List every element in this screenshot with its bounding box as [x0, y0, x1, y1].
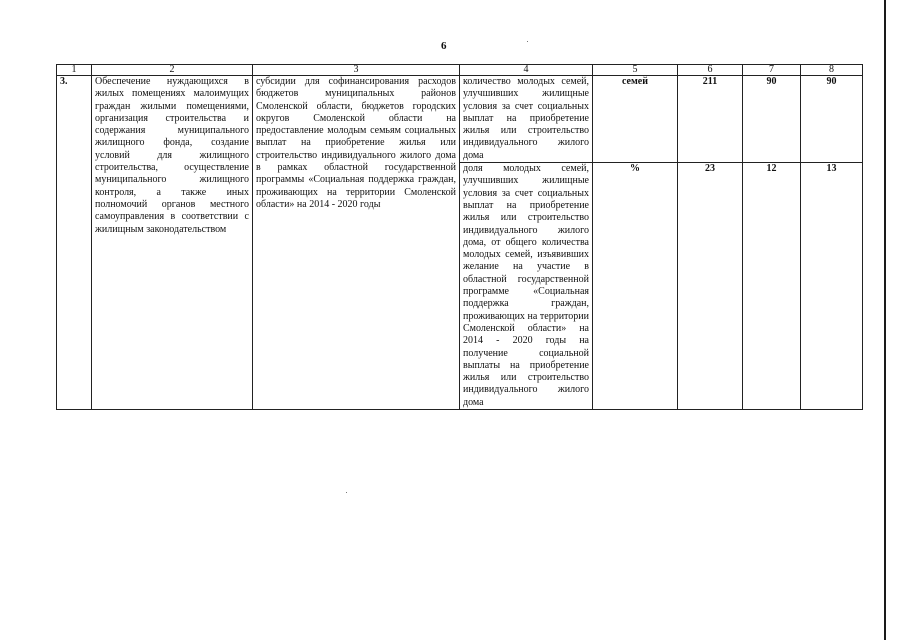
col-header-1: 1 — [57, 65, 92, 76]
indicator-name: доля молодых семей, улучшивших жилищные условия за счет социальных выплат на приобретение жилья или строительство индивидуального жилого дома, от общего количества молодых семей, изъявивших желание на участие в областной государственной программе «Социальная поддержка граждан, проживающих на территории Смоленской области» на 2014 - 2020 годы на получение социальной выплаты на приобретение жилья или строительство индивидуального жилого дома — [460, 163, 593, 410]
col-header-8: 8 — [801, 65, 863, 76]
indicator-unit: % — [593, 163, 678, 410]
authority-cell: Обеспечение нуждающихся в жилых помещениях малоимущих граждан жилыми помещениями, организация строительства и содержания муниципального жилищного фонда, создание условий для жилищного строительства, осуществление муниципального жилищного контроля, а также иных полномочий органов местного самоуправления в соответствии с жилищным законодательством — [92, 76, 253, 410]
col-header-2: 2 — [92, 65, 253, 76]
scan-speck — [346, 492, 347, 493]
indicator-value-col6: 23 — [678, 163, 743, 410]
col-header-3: 3 — [253, 65, 460, 76]
col-header-4: 4 — [460, 65, 593, 76]
page-number: 6 — [441, 40, 447, 52]
subsidy-cell: субсидии для софинансирования расходов бюджетов муниципальных районов Смоленской области, бюджетов городских округов Смоленской области на предоставление молодым семьям социальных выплат на приобретение жилья или строительство индивидуального жилого дома в рамках областной государственной программы «Социальная поддержка граждан, проживающих на территории Смоленской области» на 2014 - 2020 годы — [253, 76, 460, 410]
col-header-5: 5 — [593, 65, 678, 76]
col-header-6: 6 — [678, 65, 743, 76]
indicator-name: количество молодых семей, улучшивших жилищные условия за счет социальных выплат на приобретение жилья или строительство индивидуального жилого дома — [460, 76, 593, 163]
row-number: 3. — [57, 76, 92, 410]
col-header-7: 7 — [743, 65, 801, 76]
header-row — [57, 65, 863, 76]
indicator-value-col7: 90 — [743, 76, 801, 163]
scan-edge-line — [884, 0, 886, 640]
table-row — [57, 76, 863, 163]
indicator-value-col8: 13 — [801, 163, 863, 410]
indicator-value-col8: 90 — [801, 76, 863, 163]
scan-speck — [527, 41, 528, 42]
indicator-value-col7: 12 — [743, 163, 801, 410]
indicator-unit: семей — [593, 76, 678, 163]
indicators-table — [56, 64, 863, 410]
indicator-value-col6: 211 — [678, 76, 743, 163]
